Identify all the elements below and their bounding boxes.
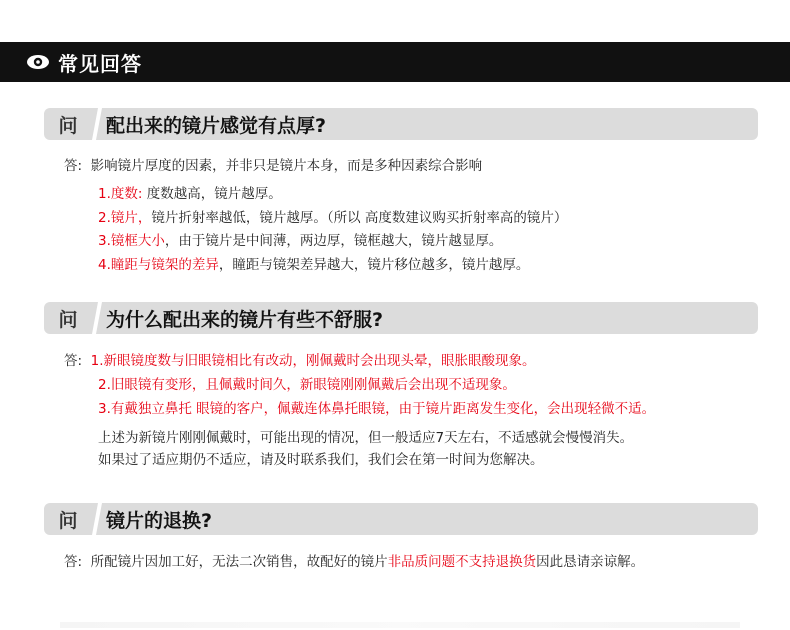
answer-point: 4.瞳距与镜架的差异，瞳距与镜架差异越大，镜片移位越多，镜片越厚。 [98, 257, 530, 273]
answer-point: 3.镜框大小，由于镜片是中间薄，两边厚，镜框越大，镜片越显厚。 [98, 233, 503, 249]
answer-note: 如果过了适应期仍不适应，请及时联系我们，我们会在第一时间为您解决。 [98, 452, 544, 468]
question-bar-2 [44, 302, 758, 334]
answer-point: 3.有戴独立鼻托 眼镜的客户，佩戴连体鼻托眼镜，由于镜片距离发生变化，会出现轻微不适。 [98, 401, 656, 417]
answer-point: 2.旧眼镜有变形，且佩戴时间久，新眼镜刚刚佩戴后会出现不适现象。 [98, 377, 516, 393]
bottom-fade [60, 622, 740, 628]
question-tag: 问 [58, 308, 78, 331]
question-bar-1 [44, 108, 758, 140]
question-bar-3 [44, 503, 758, 535]
answer-text: 答: 所配镜片因加工好，无法二次销售，故配好的镜片非品质问题不支持退换货因此恳请亲谅解。 [64, 554, 645, 570]
answer-point: 答: 1.新眼镜度数与旧眼镜相比有改动，刚佩戴时会出现头晕，眼胀眼酸现象。 [64, 353, 536, 369]
question-tag: 问 [58, 114, 78, 137]
answer-point: 1.度数: 度数越高，镜片越厚。 [98, 186, 282, 202]
eye-icon [26, 54, 50, 70]
slash-divider [92, 503, 102, 535]
slash-divider [92, 302, 102, 334]
section-header [0, 42, 790, 82]
question-text: 配出来的镜片感觉有点厚? [106, 114, 327, 137]
answer-intro: 答: 影响镜片厚度的因素，并非只是镜片本身，而是多种因素综合影响 [64, 158, 483, 174]
answer-point: 2.镜片，镜片折射率越低，镜片越厚。（所以 高度数建议购买折射率高的镜片） [98, 210, 568, 226]
slash-divider [92, 108, 102, 140]
question-text: 为什么配出来的镜片有些不舒服? [106, 308, 384, 331]
question-text: 镜片的退换? [106, 509, 213, 532]
question-tag: 问 [58, 509, 78, 532]
answer-note: 上述为新镜片刚刚佩戴时，可能出现的情况，但一般适应7天左右，不适感就会慢慢消失。 [98, 430, 634, 446]
section-title: 常见回答 [58, 51, 142, 76]
